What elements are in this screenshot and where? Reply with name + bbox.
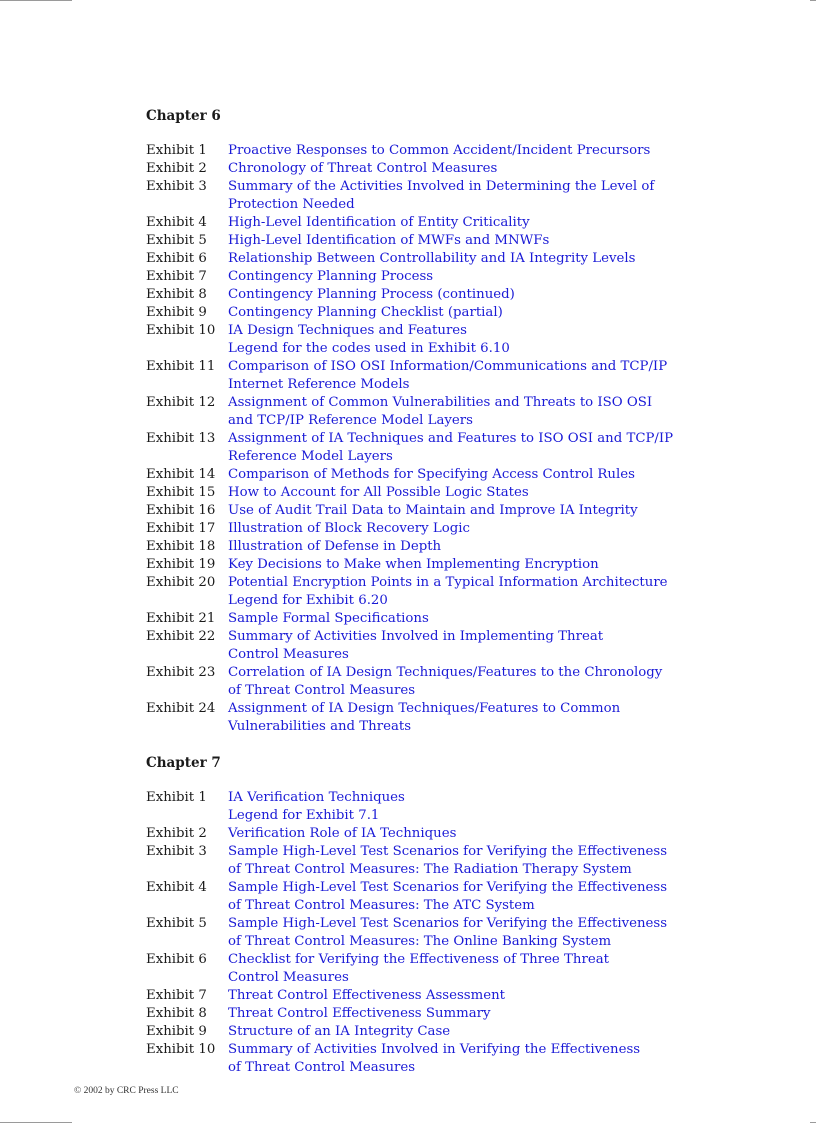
exhibit-title-link[interactable] — [228, 1041, 706, 1077]
exhibit-title-link[interactable] — [228, 142, 706, 160]
exhibit-label: Exhibit 14 — [146, 467, 216, 482]
exhibit-label: Exhibit 2 — [146, 161, 207, 176]
exhibit-title-line: Legend for Exhibit 6.20 — [228, 593, 388, 608]
exhibit-entry[interactable] — [146, 789, 706, 825]
exhibit-title-link[interactable] — [228, 628, 706, 664]
exhibit-label: Exhibit 16 — [146, 503, 216, 518]
exhibit-entry[interactable] — [146, 286, 706, 304]
exhibit-title-link[interactable] — [228, 178, 706, 214]
exhibit-label: Exhibit 7 — [146, 988, 207, 1003]
exhibit-title-line: Summary of Activities Involved in Implementing Threat — [228, 629, 604, 644]
exhibit-entry[interactable] — [146, 987, 706, 1005]
exhibit-entry[interactable] — [146, 214, 706, 232]
exhibit-title-link[interactable] — [228, 466, 706, 484]
exhibit-title-line: of Threat Control Measures: The Online Banking System — [228, 934, 612, 949]
exhibit-title-link[interactable] — [228, 394, 706, 430]
list-of-exhibits — [146, 107, 706, 1095]
exhibit-label: Exhibit 24 — [146, 701, 216, 716]
exhibit-title-line: Verification Role of IA Techniques — [228, 826, 457, 841]
exhibit-title-line: of Threat Control Measures: The ATC System — [228, 898, 535, 913]
exhibit-title-link[interactable] — [228, 879, 706, 915]
exhibit-title-link[interactable] — [228, 268, 706, 286]
exhibit-entry[interactable] — [146, 574, 706, 610]
exhibit-title-line: Threat Control Effectiveness Summary — [228, 1006, 491, 1021]
exhibit-title-link[interactable] — [228, 250, 706, 268]
exhibit-title-link[interactable] — [228, 789, 706, 825]
exhibit-label: Exhibit 6 — [146, 251, 207, 266]
chapter-title: Chapter 7 — [146, 755, 221, 771]
exhibit-label: Exhibit 3 — [146, 179, 207, 194]
exhibit-title-line: Protection Needed — [228, 197, 355, 212]
exhibit-label: Exhibit 11 — [146, 359, 216, 374]
exhibit-label: Exhibit 9 — [146, 1024, 207, 1039]
exhibit-title-line: Sample High-Level Test Scenarios for Verifying the Effectiveness — [228, 844, 668, 859]
exhibit-entry[interactable] — [146, 358, 706, 394]
exhibit-label: Exhibit 23 — [146, 665, 216, 680]
exhibit-title-line: Potential Encryption Points in a Typical Information Architecture — [228, 575, 668, 590]
exhibit-title-line: Reference Model Layers — [228, 449, 393, 464]
exhibit-title-link[interactable] — [228, 951, 706, 987]
exhibit-label: Exhibit 19 — [146, 557, 216, 572]
exhibit-title-line: of Threat Control Measures — [228, 683, 416, 698]
exhibit-title-link[interactable] — [228, 987, 706, 1005]
exhibit-title-line: and TCP/IP Reference Model Layers — [228, 413, 473, 428]
exhibit-title-line: How to Account for All Possible Logic States — [228, 485, 529, 500]
exhibit-entry[interactable] — [146, 160, 706, 178]
exhibit-title-line: Key Decisions to Make when Implementing Encryption — [228, 557, 599, 572]
exhibit-label: Exhibit 9 — [146, 305, 207, 320]
exhibit-label: Exhibit 17 — [146, 521, 216, 536]
chapter-title: Chapter 6 — [146, 108, 221, 124]
exhibit-title-line: High-Level Identification of Entity Criticality — [228, 215, 530, 230]
exhibit-label: Exhibit 13 — [146, 431, 216, 446]
exhibit-entry[interactable] — [146, 628, 706, 664]
exhibit-entry[interactable] — [146, 502, 706, 520]
exhibit-title-line: of Threat Control Measures — [228, 1060, 416, 1075]
exhibit-title-line: Use of Audit Trail Data to Maintain and Improve IA Integrity — [228, 503, 638, 518]
exhibit-title-line: Assignment of Common Vulnerabilities and Threats to ISO OSI — [228, 395, 653, 410]
exhibit-entry[interactable] — [146, 825, 706, 843]
exhibit-title-link[interactable] — [228, 1023, 706, 1041]
exhibit-label: Exhibit 21 — [146, 611, 216, 626]
exhibit-label: Exhibit 1 — [146, 143, 207, 158]
exhibit-label: Exhibit 1 — [146, 790, 207, 805]
exhibit-title-line: Assignment of IA Design Techniques/Features to Common — [228, 701, 621, 716]
exhibit-title-line: Vulnerabilities and Threats — [228, 719, 412, 734]
exhibit-title-line: Summary of the Activities Involved in Determining the Level of — [228, 179, 655, 194]
exhibit-entry[interactable] — [146, 430, 706, 466]
exhibit-label: Exhibit 22 — [146, 629, 216, 644]
exhibit-title-link[interactable] — [228, 304, 706, 322]
exhibit-entry[interactable] — [146, 610, 706, 628]
exhibit-title-line: High-Level Identification of MWFs and MNWFs — [228, 233, 550, 248]
exhibit-entry[interactable] — [146, 915, 706, 951]
exhibit-label: Exhibit 4 — [146, 215, 207, 230]
exhibit-title-link[interactable] — [228, 484, 706, 502]
exhibit-title-link[interactable] — [228, 843, 706, 879]
exhibit-title-link[interactable] — [228, 286, 706, 304]
exhibit-title-line: of Threat Control Measures: The Radiation Therapy System — [228, 862, 632, 877]
exhibit-title-link[interactable] — [228, 520, 706, 538]
exhibit-title-line: IA Verification Techniques — [228, 790, 405, 805]
exhibit-title-line: Sample Formal Specifications — [228, 611, 429, 626]
exhibit-entry[interactable] — [146, 538, 706, 556]
exhibit-entry[interactable] — [146, 232, 706, 250]
crop-mark-top-left — [0, 0, 72, 1]
exhibit-entry[interactable] — [146, 951, 706, 987]
exhibit-entry[interactable] — [146, 304, 706, 322]
exhibit-title-line: Summary of Activities Involved in Verifying the Effectiveness — [228, 1042, 641, 1057]
exhibit-title-line: Structure of an IA Integrity Case — [228, 1024, 451, 1039]
exhibit-title-line: Sample High-Level Test Scenarios for Verifying the Effectiveness — [228, 880, 668, 895]
exhibit-entry[interactable] — [146, 142, 706, 160]
exhibit-entry[interactable] — [146, 700, 706, 736]
exhibit-label: Exhibit 5 — [146, 916, 207, 931]
exhibit-title-link[interactable] — [228, 556, 706, 574]
exhibit-label: Exhibit 7 — [146, 269, 207, 284]
exhibit-title-line: Proactive Responses to Common Accident/Incident Precursors — [228, 143, 651, 158]
exhibit-title-line: Threat Control Effectiveness Assessment — [228, 988, 505, 1003]
exhibit-title-link[interactable] — [228, 574, 706, 610]
exhibit-label: Exhibit 10 — [146, 1042, 216, 1057]
exhibit-title-link[interactable] — [228, 160, 706, 178]
exhibit-entry[interactable] — [146, 394, 706, 430]
exhibit-title-line: Chronology of Threat Control Measures — [228, 161, 498, 176]
exhibit-title-link[interactable] — [228, 700, 706, 736]
exhibit-title-line: Legend for the codes used in Exhibit 6.10 — [228, 341, 510, 356]
exhibit-title-link[interactable] — [228, 664, 706, 700]
exhibit-title-link[interactable] — [228, 538, 706, 556]
exhibit-title-line: Sample High-Level Test Scenarios for Verifying the Effectiveness — [228, 916, 668, 931]
exhibit-entry[interactable] — [146, 843, 706, 879]
exhibit-label: Exhibit 8 — [146, 1006, 207, 1021]
exhibit-title-line: Assignment of IA Techniques and Features to ISO OSI and TCP/IP — [228, 431, 674, 446]
chapter-section — [146, 107, 706, 736]
exhibit-entry[interactable] — [146, 879, 706, 915]
exhibit-entry[interactable] — [146, 1023, 706, 1041]
exhibit-title-link[interactable] — [228, 214, 706, 232]
exhibit-title-line: Contingency Planning Process — [228, 269, 434, 284]
exhibit-title-link[interactable] — [228, 358, 706, 394]
exhibit-label: Exhibit 18 — [146, 539, 216, 554]
exhibit-label: Exhibit 15 — [146, 485, 216, 500]
exhibit-title-line: Comparison of Methods for Specifying Access Control Rules — [228, 467, 635, 482]
exhibit-title-line: Illustration of Block Recovery Logic — [228, 521, 470, 536]
exhibit-title-link[interactable] — [228, 1005, 706, 1023]
exhibit-label: Exhibit 8 — [146, 287, 207, 302]
exhibit-entry[interactable] — [146, 178, 706, 214]
exhibit-title-line: Control Measures — [228, 647, 349, 662]
exhibit-label: Exhibit 2 — [146, 826, 207, 841]
exhibit-title-link[interactable] — [228, 825, 706, 843]
exhibit-entry[interactable] — [146, 664, 706, 700]
exhibit-label: Exhibit 4 — [146, 880, 207, 895]
exhibit-entry[interactable] — [146, 268, 706, 286]
exhibit-title-line: Illustration of Defense in Depth — [228, 539, 442, 554]
exhibit-title-link[interactable] — [228, 232, 706, 250]
exhibit-title-line: Comparison of ISO OSI Information/Communications and TCP/IP — [228, 359, 668, 374]
exhibit-title-line: Contingency Planning Process (continued) — [228, 287, 515, 302]
copyright-footer: © 2002 by CRC Press LLC — [74, 1086, 179, 1096]
exhibit-entry[interactable] — [146, 250, 706, 268]
exhibit-title-line: IA Design Techniques and Features — [228, 323, 467, 338]
exhibit-label: Exhibit 6 — [146, 952, 207, 967]
exhibit-label: Exhibit 3 — [146, 844, 207, 859]
exhibit-entry[interactable] — [146, 1005, 706, 1023]
exhibit-title-line: Relationship Between Controllability and IA Integrity Levels — [228, 251, 636, 266]
exhibit-label: Exhibit 5 — [146, 233, 207, 248]
exhibit-title-line: Internet Reference Models — [228, 377, 410, 392]
exhibit-entry[interactable] — [146, 484, 706, 502]
exhibit-title-line: Correlation of IA Design Techniques/Features to the Chronology — [228, 665, 663, 680]
exhibit-title-line: Legend for Exhibit 7.1 — [228, 808, 380, 823]
exhibit-title-line: Control Measures — [228, 970, 349, 985]
exhibit-title-line: Checklist for Verifying the Effectiveness of Three Threat — [228, 952, 609, 967]
exhibit-title-line: Contingency Planning Checklist (partial) — [228, 305, 503, 320]
exhibit-title-link[interactable] — [228, 502, 706, 520]
exhibit-title-link[interactable] — [228, 430, 706, 466]
exhibit-entry[interactable] — [146, 520, 706, 538]
exhibit-title-link[interactable] — [228, 915, 706, 951]
exhibit-title-link[interactable] — [228, 322, 706, 358]
exhibit-entry[interactable] — [146, 1041, 706, 1077]
chapter-section — [146, 754, 706, 1077]
exhibit-label: Exhibit 12 — [146, 395, 216, 410]
crop-mark-top-right — [810, 0, 816, 1]
exhibit-entry[interactable] — [146, 556, 706, 574]
exhibit-title-link[interactable] — [228, 610, 706, 628]
exhibit-entry[interactable] — [146, 322, 706, 358]
exhibit-label: Exhibit 10 — [146, 323, 216, 338]
exhibit-label: Exhibit 20 — [146, 575, 216, 590]
exhibit-entry[interactable] — [146, 466, 706, 484]
